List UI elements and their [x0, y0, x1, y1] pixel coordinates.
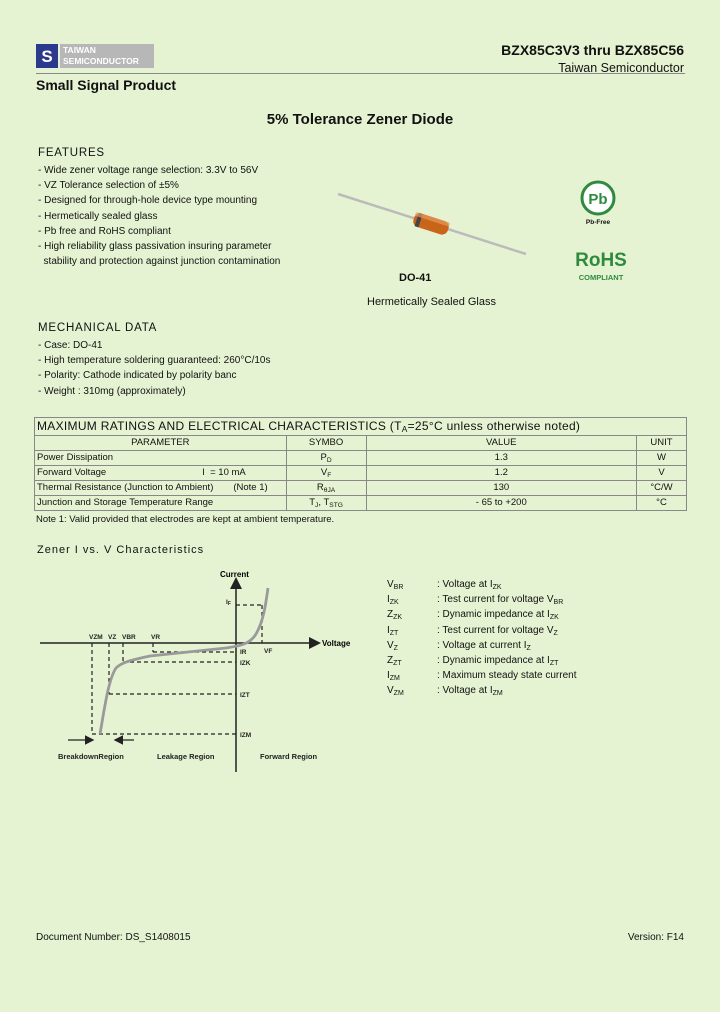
table-row	[35, 451, 687, 466]
symbol-cell: $V_F$	[286, 466, 366, 481]
page-title: 5% Tolerance Zener Diode	[266, 111, 454, 128]
feature-item: - High reliability glass passivation insuring parameter	[38, 241, 272, 253]
part-range: BZX85C3V3 thru BZX85C56	[501, 42, 684, 58]
current-label: Current	[220, 570, 249, 579]
vf-label: VF	[264, 648, 273, 655]
svg-text:S: S	[41, 47, 53, 66]
feature-item: - Pb free and RoHS compliant	[38, 225, 171, 237]
legend-row: $I_{ZT}$ : Test current for voltage $V_Z$	[387, 624, 558, 637]
value-cell: - 65 to +200	[366, 496, 636, 511]
feature-item: - Wide zener voltage range selection: 3.3V to 56V	[38, 165, 259, 176]
unit-cell: °C	[637, 496, 687, 511]
legend-row: $Z_{ZT}$ : Dynamic impedance at $I_{ZT}$	[387, 655, 559, 668]
header-unit: UNIT	[637, 436, 687, 451]
legend-row: $V_{ZM}$ : Voltage at $I_{ZM}$	[387, 685, 503, 698]
mechanical-item: - High temperature soldering guaranteed: 260°C/10s	[38, 355, 271, 367]
rohs-caption: COMPLIANT	[578, 273, 624, 282]
header-value: VALUE	[366, 436, 636, 451]
company-logo	[36, 44, 154, 68]
param-cell: Power Dissipation	[35, 451, 287, 466]
header-parameter: PARAMETER	[35, 436, 287, 451]
table-row	[35, 481, 687, 496]
param-cell: Junction and Storage Temperature Range	[35, 496, 287, 511]
table-row	[35, 466, 687, 481]
vzm-label: VZM	[89, 634, 103, 641]
table-row	[35, 496, 687, 511]
leakage-region-label: Leakage Region	[157, 752, 215, 761]
symbol-cell: $R_{\theta JA}$	[286, 481, 366, 496]
features-list	[38, 163, 280, 269]
legend-row: $I_{ZM}$ : Maximum steady state current	[387, 670, 577, 683]
izt-label: IZT	[240, 692, 250, 699]
feature-item: stability and protection against junction contamination	[38, 256, 281, 268]
pb-text: Pb	[588, 191, 608, 208]
mechanical-list	[38, 338, 270, 399]
pb-free-badge	[576, 179, 620, 226]
rohs-text: RoHS	[575, 250, 627, 269]
rohs-icon	[574, 247, 628, 269]
subtitle: Small Signal Product	[36, 77, 177, 93]
breakdown-region-label: BreakdownRegion	[58, 752, 124, 761]
table-caption-row	[35, 418, 687, 436]
do41-diode-icon	[330, 186, 530, 258]
mechanical-item: - Weight : 310mg (approximately)	[38, 385, 186, 397]
package-label: DO-41	[399, 272, 432, 284]
header-divider	[36, 73, 685, 74]
pb-caption: Pb-Free	[585, 219, 611, 226]
curve-title: Zener I vs. V Characteristics	[37, 544, 205, 556]
mechanical-heading: MECHANICAL DATA	[38, 322, 158, 334]
ratings-table	[34, 417, 687, 511]
feature-item: - Designed for through-hole device type mounting	[38, 195, 258, 207]
package-description: Hermetically Sealed Glass	[367, 296, 496, 308]
rohs-badge	[574, 247, 628, 282]
company-name: Taiwan Semiconductor	[558, 61, 684, 75]
features-heading: FEATURES	[38, 147, 105, 159]
value-cell: 1.3	[366, 451, 636, 466]
feature-item: - VZ Tolerance selection of ±5%	[38, 180, 179, 192]
vr-label: VR	[151, 634, 161, 641]
symbol-cell: $P_D$	[286, 451, 366, 466]
symbol-cell: $T_J$, $T_{STG}$	[286, 496, 366, 511]
curve-legend	[387, 577, 577, 699]
param-cell: Thermal Resistance (Junction to Ambient) (Note 1)	[35, 481, 287, 496]
document-number: Document Number: DS_S1408015	[36, 932, 191, 943]
unit-cell: W	[637, 451, 687, 466]
vz-label: VZ	[108, 634, 117, 641]
value-cell: 130	[366, 481, 636, 496]
table-header-row	[35, 436, 687, 451]
forward-region-label: Forward Region	[260, 752, 318, 761]
table-caption: MAXIMUM RATINGS AND ELECTRICAL CHARACTERISTICS ($T_A=25^\circ C$ unless otherwise noted)	[35, 418, 687, 436]
logo-line1: TAIWAN	[63, 45, 96, 55]
logo-text	[60, 44, 154, 68]
izm-label: IZM	[240, 732, 252, 739]
legend-row: $V_Z$ : Voltage at current $I_Z$	[387, 639, 531, 652]
unit-cell: V	[637, 466, 687, 481]
pb-free-icon	[578, 179, 618, 217]
legend-row: $I_{ZK}$ : Test current for voltage $V_{BR}$	[387, 594, 564, 607]
unit-cell: °C/W	[637, 481, 687, 496]
ir-label: IR	[240, 649, 247, 656]
voltage-label: Voltage	[322, 639, 351, 648]
version: Version: F14	[627, 932, 684, 943]
izk-label: IZK	[240, 660, 251, 667]
vbr-label: VBR	[122, 634, 136, 641]
mechanical-item: - Case: DO-41	[38, 340, 103, 351]
mechanical-item: - Polarity: Cathode indicated by polarity banc	[38, 370, 237, 382]
header-symbol: SYMBO	[286, 436, 366, 451]
iv-curve-diagram	[30, 562, 370, 780]
value-cell: 1.2	[366, 466, 636, 481]
if-label: IF	[226, 599, 231, 607]
logo-mark-icon	[36, 44, 58, 68]
table-note: Note 1: Valid provided that electrodes are kept at ambient temperature.	[36, 514, 335, 525]
param-cell: Forward Voltage I = 10 mA	[35, 466, 287, 481]
legend-row: $Z_{ZK}$ : Dynamic impedance at $I_{ZK}$	[387, 609, 559, 622]
logo-line2: SEMICONDUCTOR	[63, 56, 139, 66]
legend-row: $V_{BR}$ : Voltage at $I_{ZK}$	[387, 579, 502, 591]
feature-item: - Hermetically sealed glass	[38, 210, 158, 222]
